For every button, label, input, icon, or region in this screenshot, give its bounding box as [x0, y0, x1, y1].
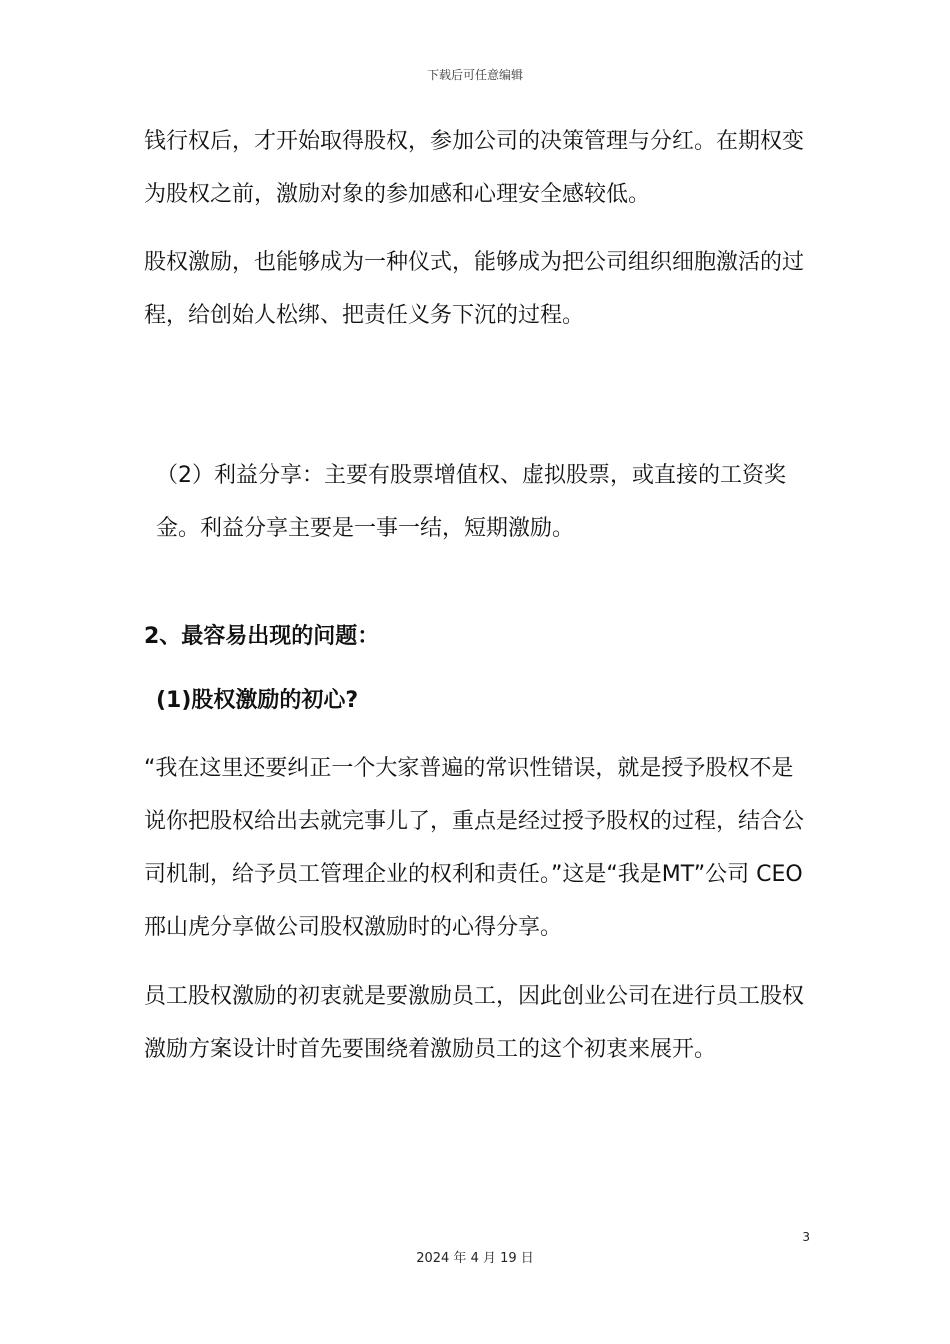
page-header-note: 下载后可任意编辑 [426, 68, 523, 82]
subsection-heading-original-intent: (1)股权激励的初心? [156, 688, 359, 713]
section-heading-common-problems: 2、最容易出现的问题： [144, 624, 380, 649]
paragraph-ceo-quote: “我在这里还要纠正一个大家普遍的常识性错误，就是授予股权不是说你把股权给出去就完事儿了，重点是经过授予股权的过程，结合公司机制，给予员工管理企业的权利和责任。”这是“我是MT”公司 CEO 邢山虎分享做公司股权激励时的心得分享。 [144, 756, 805, 940]
paragraph-ritual: 股权激励，也能够成为一种仪式，能够成为把公司组织细胞激活的过程，给创始人松绑、把责任义务下沉的过程。 [144, 250, 805, 328]
page-number: 3 [802, 1230, 810, 1244]
paragraph-profit-sharing: （2）利益分享：主要有股票增值权、虚拟股票，或直接的工资奖金。利益分享主要是一事一结，短期激励。 [156, 463, 786, 541]
paragraph-exercise-rights: 钱行权后，才开始取得股权，参加公司的决策管理与分红。在期权变为股权之前，激励对象的参加感和心理安全感较低。 [144, 129, 805, 207]
footer-date: 2024 年 4 月 19 日 [416, 1251, 534, 1266]
paragraph-incentive-purpose: 员工股权激励的初衷就是要激励员工，因此创业公司在进行员工股权激励方案设计时首先要围绕着激励员工的这个初衷来展开。 [144, 984, 805, 1062]
